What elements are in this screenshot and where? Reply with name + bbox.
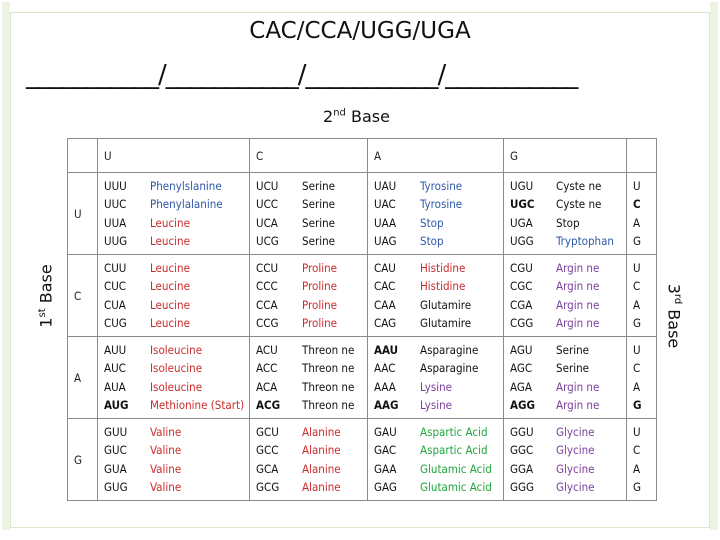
codon-text: CGU bbox=[510, 260, 533, 275]
amino-acid-text: Asparagine bbox=[420, 342, 479, 357]
second-base-header: G bbox=[510, 148, 519, 163]
codon-text: ACG bbox=[256, 398, 281, 413]
codon-line bbox=[256, 314, 367, 333]
codon-text: UUU bbox=[104, 178, 127, 193]
codon-line bbox=[104, 341, 249, 360]
amino-acid-text: Serine bbox=[556, 361, 589, 376]
codon-line bbox=[510, 177, 626, 196]
codon-line bbox=[104, 277, 249, 296]
codon-text: AUC bbox=[104, 361, 126, 376]
amino-acid-text: Tyrosine bbox=[420, 178, 463, 193]
amino-acid-text: Valine bbox=[150, 443, 182, 458]
table-row bbox=[68, 255, 657, 337]
codon-text: UCC bbox=[256, 197, 279, 212]
first-base-letter: G bbox=[74, 452, 83, 467]
codon-cell bbox=[368, 419, 504, 501]
codon-line bbox=[256, 378, 367, 397]
amino-acid-text: Leucine bbox=[150, 234, 190, 249]
codon-text: CCU bbox=[256, 260, 279, 275]
codon-line bbox=[104, 396, 249, 415]
amino-acid-text: Cyste ne bbox=[556, 197, 602, 212]
codon-line bbox=[374, 378, 503, 397]
codon-cell bbox=[368, 337, 504, 419]
amino-acid-text: Serine bbox=[302, 178, 335, 193]
codon-cell bbox=[368, 255, 504, 337]
codon-text: AGC bbox=[510, 361, 533, 376]
codon-text: GUG bbox=[104, 480, 128, 495]
amino-acid-text: Serine bbox=[556, 342, 589, 357]
amino-acid-text: Histidine bbox=[420, 279, 466, 294]
codon-text: UGC bbox=[510, 197, 535, 212]
codon-cell bbox=[250, 337, 368, 419]
codon-line bbox=[104, 478, 249, 497]
codon-line bbox=[510, 296, 626, 315]
second-base-header: U bbox=[104, 148, 112, 163]
codon-text: AAA bbox=[374, 379, 396, 394]
amino-acid-text: Glycine bbox=[556, 480, 595, 495]
amino-acid-text: Proline bbox=[302, 279, 338, 294]
amino-acid-text: Lysine bbox=[420, 379, 453, 394]
first-base-label bbox=[37, 264, 56, 327]
codon-line bbox=[374, 177, 503, 196]
codon-cell bbox=[250, 173, 368, 255]
codon-text: ACA bbox=[256, 379, 278, 394]
third-base-letter: A bbox=[633, 215, 641, 230]
codon-text: UCU bbox=[256, 178, 279, 193]
codon-text: GGU bbox=[510, 424, 534, 439]
codon-text: AAG bbox=[374, 398, 399, 413]
codon-cell bbox=[98, 337, 250, 419]
codon-line bbox=[104, 359, 249, 378]
codon-text: AGG bbox=[510, 398, 535, 413]
codon-line bbox=[104, 177, 249, 196]
codon-line bbox=[374, 232, 503, 251]
codon-line bbox=[256, 277, 367, 296]
codon-text: CCG bbox=[256, 316, 279, 331]
codon-line bbox=[510, 259, 626, 278]
codon-text: CCA bbox=[256, 297, 278, 312]
header-cell bbox=[98, 139, 250, 173]
amino-acid-text: Phenylalanine bbox=[150, 197, 223, 212]
third-base-letter: G bbox=[633, 316, 642, 330]
codon-line bbox=[510, 232, 626, 251]
amino-acid-text: Isoleucine bbox=[150, 379, 203, 394]
page-title: CAC/CCA/UGG/UGA bbox=[249, 18, 471, 44]
codon-line bbox=[256, 441, 367, 460]
codon-line bbox=[374, 296, 503, 315]
amino-acid-text: Glycine bbox=[556, 461, 595, 476]
amino-acid-text: Threon ne bbox=[302, 342, 355, 357]
amino-acid-text: Argin ne bbox=[556, 379, 600, 394]
codon-line bbox=[104, 296, 249, 315]
amino-acid-text: Glutamic Acid bbox=[420, 461, 492, 476]
second-base-header: A bbox=[374, 148, 382, 163]
codon-line bbox=[256, 460, 367, 479]
amino-acid-text: Threon ne bbox=[302, 379, 355, 394]
third-base-cell bbox=[627, 337, 657, 419]
codon-text: GGC bbox=[510, 443, 534, 458]
codon-text: UUA bbox=[104, 215, 127, 230]
amino-acid-text: Alanine bbox=[302, 443, 341, 458]
codon-text: AGU bbox=[510, 342, 533, 357]
amino-acid-text: Aspartic Acid bbox=[420, 424, 488, 439]
codon-line bbox=[256, 396, 367, 415]
third-base-letter: A bbox=[633, 461, 641, 476]
codon-line bbox=[104, 441, 249, 460]
codon-text: GUA bbox=[104, 461, 127, 476]
codon-text: GUC bbox=[104, 443, 127, 458]
amino-acid-text: Proline bbox=[302, 297, 338, 312]
codon-text: CCC bbox=[256, 279, 278, 294]
codon-text: UUC bbox=[104, 197, 127, 212]
codon-cell bbox=[250, 255, 368, 337]
third-base-number: 3 bbox=[664, 283, 684, 294]
amino-acid-text: Glutamic Acid bbox=[420, 480, 492, 495]
codon-line bbox=[374, 195, 503, 214]
amino-acid-text: Leucine bbox=[150, 279, 190, 294]
third-base-letter: C bbox=[633, 197, 641, 211]
codon-cell bbox=[504, 255, 627, 337]
header-corner-right bbox=[627, 139, 657, 173]
codon-line bbox=[510, 277, 626, 296]
amino-acid-text: Alanine bbox=[302, 461, 341, 476]
frame-edge-right bbox=[710, 2, 718, 530]
answer-blanks: ___________/___________/___________/___________ bbox=[26, 60, 578, 90]
amino-acid-text: Methionine (Start) bbox=[150, 398, 245, 413]
third-base-letter: C bbox=[633, 279, 641, 293]
third-base-label bbox=[665, 284, 684, 349]
amino-acid-text: Aspartic Acid bbox=[420, 443, 488, 458]
amino-acid-text: Lysine bbox=[420, 398, 453, 413]
codon-line bbox=[510, 423, 626, 442]
amino-acid-text: Asparagine bbox=[420, 361, 479, 376]
codon-text: CAC bbox=[374, 279, 396, 294]
codon-text: GCA bbox=[256, 461, 279, 476]
codon-line bbox=[374, 359, 503, 378]
codon-cell bbox=[98, 173, 250, 255]
amino-acid-text: Proline bbox=[302, 260, 338, 275]
third-base-letter: A bbox=[633, 379, 641, 394]
codon-text: UUG bbox=[104, 234, 128, 249]
codon-text: CAU bbox=[374, 260, 396, 275]
amino-acid-text: Argin ne bbox=[556, 279, 600, 294]
codon-text: GAA bbox=[374, 461, 397, 476]
first-base-word: Base bbox=[36, 264, 56, 309]
amino-acid-text: Argin ne bbox=[556, 316, 600, 331]
codon-line bbox=[374, 478, 503, 497]
amino-acid-text: Glutamire bbox=[420, 297, 472, 312]
codon-text: AAC bbox=[374, 361, 396, 376]
codon-text: UAA bbox=[374, 215, 397, 230]
codon-line bbox=[256, 232, 367, 251]
codon-text: UCA bbox=[256, 215, 278, 230]
codon-text: GCU bbox=[256, 424, 279, 439]
codon-table bbox=[67, 138, 657, 501]
third-base-cell bbox=[627, 419, 657, 501]
amino-acid-text: Alanine bbox=[302, 424, 341, 439]
codon-line bbox=[510, 314, 626, 333]
third-base-letter: G bbox=[633, 480, 642, 494]
codon-cell bbox=[98, 419, 250, 501]
third-base-letter: G bbox=[633, 234, 642, 248]
third-base-letter: C bbox=[633, 361, 641, 375]
codon-cell bbox=[504, 337, 627, 419]
codon-text: GCG bbox=[256, 480, 280, 495]
codon-line bbox=[104, 195, 249, 214]
third-base-letter: U bbox=[633, 260, 641, 275]
second-base-label bbox=[323, 107, 390, 126]
codon-line bbox=[256, 478, 367, 497]
codon-text: CAA bbox=[374, 297, 396, 312]
codon-text: GUU bbox=[104, 424, 128, 439]
codon-line bbox=[510, 214, 626, 233]
amino-acid-text: Threon ne bbox=[302, 398, 355, 413]
codon-text: UGU bbox=[510, 178, 534, 193]
amino-acid-text: Tryptophan bbox=[556, 234, 614, 249]
amino-acid-text: Leucine bbox=[150, 297, 190, 312]
third-base-word: Base bbox=[664, 304, 684, 349]
codon-text: AAU bbox=[374, 342, 399, 357]
amino-acid-text: Glycine bbox=[556, 424, 595, 439]
amino-acid-text: Argin ne bbox=[556, 260, 600, 275]
codon-line bbox=[510, 359, 626, 378]
codon-cell bbox=[368, 173, 504, 255]
amino-acid-text: Tyrosine bbox=[420, 197, 463, 212]
header-corner bbox=[68, 139, 98, 173]
header-cell bbox=[250, 139, 368, 173]
codon-text: GGG bbox=[510, 480, 535, 495]
codon-line bbox=[374, 214, 503, 233]
codon-line bbox=[510, 341, 626, 360]
first-base-letter: A bbox=[74, 370, 82, 385]
first-base-letter: U bbox=[74, 206, 82, 221]
third-base-letter: A bbox=[633, 297, 641, 312]
third-base-cell bbox=[627, 173, 657, 255]
codon-line bbox=[374, 396, 503, 415]
amino-acid-text: Stop bbox=[420, 215, 444, 230]
codon-line bbox=[374, 277, 503, 296]
codon-line bbox=[104, 314, 249, 333]
amino-acid-text: Glycine bbox=[556, 443, 595, 458]
codon-line bbox=[256, 195, 367, 214]
first-base-cell bbox=[68, 337, 98, 419]
codon-line bbox=[104, 214, 249, 233]
codon-text: GAC bbox=[374, 443, 397, 458]
first-base-letter: C bbox=[74, 288, 82, 303]
codon-line bbox=[510, 195, 626, 214]
codon-text: CAG bbox=[374, 316, 397, 331]
amino-acid-text: Isoleucine bbox=[150, 342, 203, 357]
codon-text: CUC bbox=[104, 279, 127, 294]
amino-acid-text: Leucine bbox=[150, 316, 190, 331]
codon-text: CUA bbox=[104, 297, 126, 312]
table-row bbox=[68, 173, 657, 255]
amino-acid-text: Leucine bbox=[150, 260, 190, 275]
codon-line bbox=[510, 378, 626, 397]
amino-acid-text: Stop bbox=[420, 234, 444, 249]
codon-line bbox=[374, 441, 503, 460]
codon-cell bbox=[504, 173, 627, 255]
codon-text: GCC bbox=[256, 443, 279, 458]
first-base-suffix: st bbox=[37, 308, 49, 318]
codon-text: GAG bbox=[374, 480, 397, 495]
amino-acid-text: Alanine bbox=[302, 480, 341, 495]
third-base-letter: C bbox=[633, 443, 641, 457]
codon-line bbox=[256, 177, 367, 196]
third-base-cell bbox=[627, 255, 657, 337]
codon-line bbox=[374, 341, 503, 360]
codon-text: CGA bbox=[510, 297, 533, 312]
codon-line bbox=[104, 460, 249, 479]
first-base-number: 1 bbox=[36, 317, 56, 328]
codon-text: AGA bbox=[510, 379, 532, 394]
codon-text: CGG bbox=[510, 316, 534, 331]
codon-cell bbox=[250, 419, 368, 501]
codon-text: UAU bbox=[374, 178, 397, 193]
codon-line bbox=[374, 314, 503, 333]
amino-acid-text: Phenylslanine bbox=[150, 178, 222, 193]
codon-text: CGC bbox=[510, 279, 533, 294]
second-base-header: C bbox=[256, 148, 264, 163]
codon-line bbox=[374, 460, 503, 479]
first-base-cell bbox=[68, 419, 98, 501]
amino-acid-text: Valine bbox=[150, 424, 182, 439]
codon-line bbox=[104, 232, 249, 251]
header-cell bbox=[368, 139, 504, 173]
codon-line bbox=[256, 423, 367, 442]
third-base-letter: G bbox=[633, 398, 642, 412]
amino-acid-text: Histidine bbox=[420, 260, 466, 275]
table-row bbox=[68, 419, 657, 501]
codon-text: UAC bbox=[374, 197, 396, 212]
third-base-letter: U bbox=[633, 178, 641, 193]
amino-acid-text: Cyste ne bbox=[556, 178, 602, 193]
third-base-letter: U bbox=[633, 424, 641, 439]
third-base-suffix: rd bbox=[671, 293, 683, 305]
codon-line bbox=[104, 378, 249, 397]
amino-acid-text: Valine bbox=[150, 480, 182, 495]
codon-text: AUU bbox=[104, 342, 127, 357]
first-base-cell bbox=[68, 255, 98, 337]
codon-text: ACU bbox=[256, 342, 278, 357]
codon-text: GAU bbox=[374, 424, 397, 439]
codon-text: UGG bbox=[510, 234, 534, 249]
codon-line bbox=[104, 423, 249, 442]
codon-text: GGA bbox=[510, 461, 534, 476]
second-base-suffix: nd bbox=[333, 107, 346, 119]
codon-line bbox=[256, 214, 367, 233]
codon-line bbox=[510, 460, 626, 479]
amino-acid-text: Argin ne bbox=[556, 398, 600, 413]
header-cell bbox=[504, 139, 627, 173]
amino-acid-text: Serine bbox=[302, 197, 335, 212]
codon-text: UAG bbox=[374, 234, 397, 249]
codon-text: UGA bbox=[510, 215, 533, 230]
table-row bbox=[68, 337, 657, 419]
codon-line bbox=[510, 478, 626, 497]
codon-text: AUA bbox=[104, 379, 126, 394]
amino-acid-text: Glutamire bbox=[420, 316, 472, 331]
codon-text: ACC bbox=[256, 361, 278, 376]
amino-acid-text: Proline bbox=[302, 316, 338, 331]
codon-text: UCG bbox=[256, 234, 279, 249]
codon-cell bbox=[504, 419, 627, 501]
first-base-cell bbox=[68, 173, 98, 255]
amino-acid-text: Threon ne bbox=[302, 361, 355, 376]
codon-line bbox=[104, 259, 249, 278]
second-base-word: Base bbox=[345, 107, 390, 126]
amino-acid-text: Serine bbox=[302, 234, 335, 249]
codon-text: CUU bbox=[104, 260, 127, 275]
amino-acid-text: Isoleucine bbox=[150, 361, 203, 376]
codon-line bbox=[510, 396, 626, 415]
codon-cell bbox=[98, 255, 250, 337]
codon-line bbox=[374, 423, 503, 442]
codon-line bbox=[256, 296, 367, 315]
third-base-letter: U bbox=[633, 342, 641, 357]
amino-acid-text: Leucine bbox=[150, 215, 190, 230]
codon-line bbox=[256, 259, 367, 278]
codon-line bbox=[256, 359, 367, 378]
codon-line bbox=[256, 341, 367, 360]
frame-edge-left bbox=[2, 2, 10, 530]
amino-acid-text: Serine bbox=[302, 215, 335, 230]
codon-text: AUG bbox=[104, 398, 129, 413]
codon-line bbox=[510, 441, 626, 460]
amino-acid-text: Stop bbox=[556, 215, 580, 230]
amino-acid-text: Valine bbox=[150, 461, 182, 476]
amino-acid-text: Argin ne bbox=[556, 297, 600, 312]
header-row bbox=[68, 139, 657, 173]
codon-line bbox=[374, 259, 503, 278]
second-base-number: 2 bbox=[323, 107, 334, 126]
codon-text: CUG bbox=[104, 316, 127, 331]
